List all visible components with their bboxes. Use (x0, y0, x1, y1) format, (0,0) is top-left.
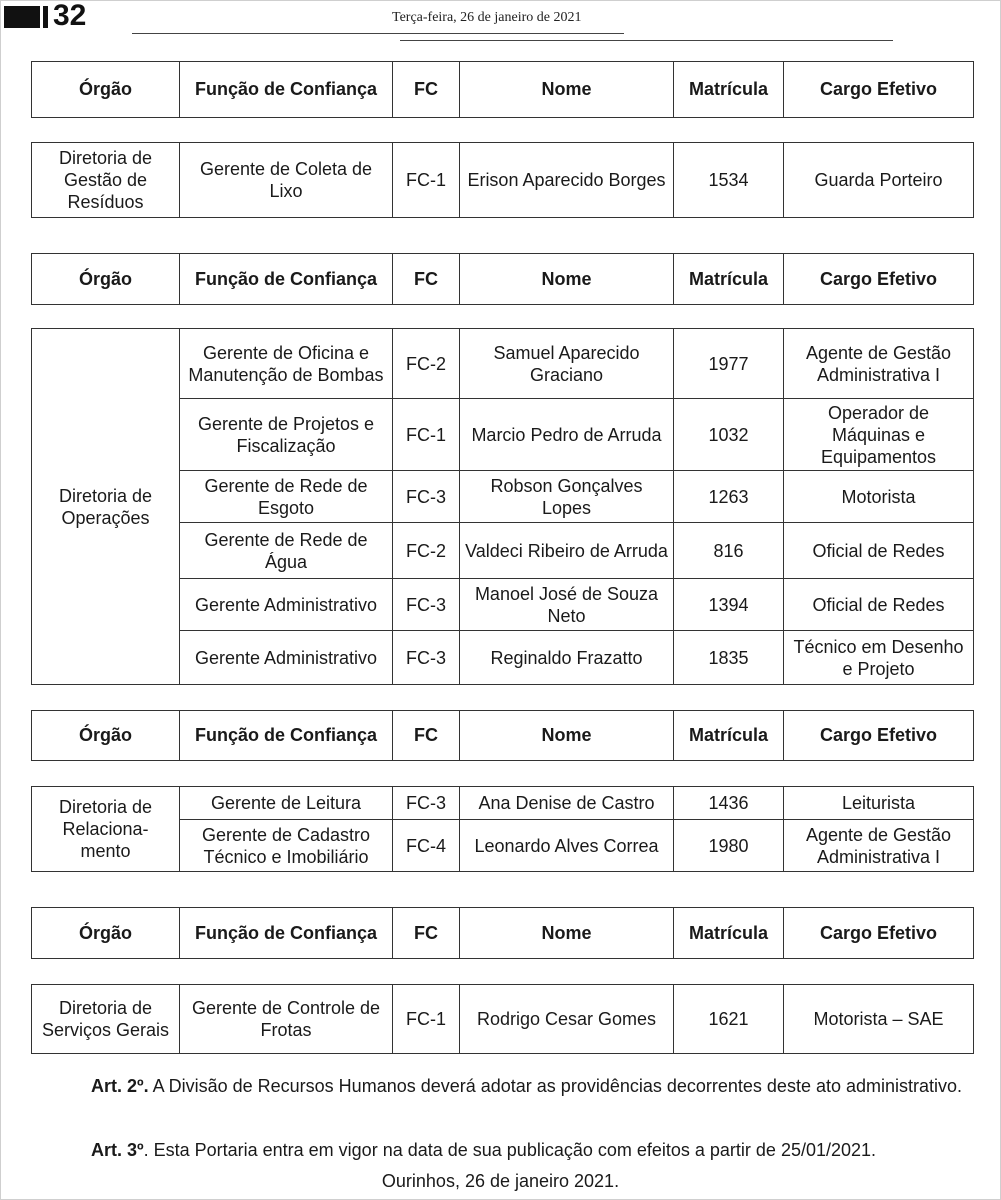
table-row (32, 329, 974, 399)
data-table-operacoes (31, 328, 974, 685)
cargo-cell: Técnico em Desenho e Projeto (784, 631, 974, 685)
col-header-matricula: Matrícula (674, 62, 784, 118)
col-header-matricula: Matrícula (674, 711, 784, 761)
cargo-cell: Agente de Gestão Administrativa I (784, 820, 974, 872)
matricula-cell: 1394 (674, 579, 784, 631)
cargo-cell: Operador de Máquinas e Equipamentos (784, 399, 974, 471)
col-header-nome: Nome (460, 711, 674, 761)
col-header-orgao: Órgão (32, 711, 180, 761)
col-header-cargo: Cargo Efetivo (784, 908, 974, 959)
orgao-cell: Diretoria de Relaciona- mento (32, 787, 180, 872)
col-header-cargo: Cargo Efetivo (784, 711, 974, 761)
fc-cell: FC-1 (393, 399, 460, 471)
fc-cell: FC-3 (393, 471, 460, 523)
fc-cell: FC-1 (393, 143, 460, 218)
col-header-fc: FC (393, 62, 460, 118)
col-header-nome: Nome (460, 62, 674, 118)
col-header-funcao: Função de Confiança (180, 711, 393, 761)
col-header-funcao: Função de Confiança (180, 62, 393, 118)
header-table-4 (31, 907, 974, 959)
nome-cell: Reginaldo Frazatto (460, 631, 674, 685)
header-rule-top (132, 33, 624, 34)
data-table-relacionamento (31, 786, 974, 872)
nome-cell: Robson Gonçalves Lopes (460, 471, 674, 523)
article-3 (31, 1140, 973, 1161)
table-row (32, 787, 974, 820)
fc-cell: FC-2 (393, 329, 460, 399)
col-header-nome: Nome (460, 254, 674, 305)
nome-cell: Ana Denise de Castro (460, 787, 674, 820)
matricula-cell: 1263 (674, 471, 784, 523)
cargo-cell: Leiturista (784, 787, 974, 820)
funcao-cell: Gerente Administrativo (180, 631, 393, 685)
funcao-cell: Gerente de Leitura (180, 787, 393, 820)
article-2-text: A Divisão de Recursos Humanos deverá adotar as providências decorrentes deste ato administrativo. (148, 1076, 963, 1096)
col-header-fc: FC (393, 908, 460, 959)
funcao-cell: Gerente de Coleta de Lixo (180, 143, 393, 218)
col-header-cargo: Cargo Efetivo (784, 254, 974, 305)
funcao-cell: Gerente de Projetos e Fiscalização (180, 399, 393, 471)
funcao-cell: Gerente de Oficina e Manutenção de Bombas (180, 329, 393, 399)
orgao-cell: Diretoria de Operações (32, 329, 180, 685)
page-number-bar (43, 6, 48, 28)
article-3-label: Art. 3º (91, 1140, 144, 1160)
matricula-cell: 1980 (674, 820, 784, 872)
matricula-cell: 1436 (674, 787, 784, 820)
matricula-cell: 1032 (674, 399, 784, 471)
data-table-servicos-gerais (31, 984, 974, 1054)
nome-cell: Leonardo Alves Correa (460, 820, 674, 872)
nome-cell: Manoel José de Souza Neto (460, 579, 674, 631)
data-table-gestao-residuos (31, 142, 974, 218)
nome-cell: Valdeci Ribeiro de Arruda (460, 523, 674, 579)
header-rule-bottom (400, 40, 893, 41)
col-header-orgao: Órgão (32, 908, 180, 959)
matricula-cell: 1835 (674, 631, 784, 685)
funcao-cell: Gerente Administrativo (180, 579, 393, 631)
funcao-cell: Gerente de Rede de Esgoto (180, 471, 393, 523)
cargo-cell: Guarda Porteiro (784, 143, 974, 218)
page-number: 32 (53, 0, 87, 32)
page-number-marker (4, 6, 40, 28)
nome-cell: Erison Aparecido Borges (460, 143, 674, 218)
header-table-3 (31, 710, 974, 761)
nome-cell: Marcio Pedro de Arruda (460, 399, 674, 471)
fc-cell: FC-3 (393, 579, 460, 631)
nome-cell: Rodrigo Cesar Gomes (460, 985, 674, 1054)
cargo-cell: Motorista – SAE (784, 985, 974, 1054)
col-header-fc: FC (393, 711, 460, 761)
col-header-cargo: Cargo Efetivo (784, 62, 974, 118)
col-header-matricula: Matrícula (674, 908, 784, 959)
cargo-cell: Motorista (784, 471, 974, 523)
fc-cell: FC-3 (393, 787, 460, 820)
table-row (32, 143, 974, 218)
matricula-cell: 1534 (674, 143, 784, 218)
fc-cell: FC-2 (393, 523, 460, 579)
fc-cell: FC-4 (393, 820, 460, 872)
funcao-cell: Gerente de Rede de Água (180, 523, 393, 579)
orgao-cell: Diretoria de Serviços Gerais (32, 985, 180, 1054)
article-2-label: Art. 2º. (91, 1076, 149, 1096)
matricula-cell: 1621 (674, 985, 784, 1054)
nome-cell: Samuel Aparecido Graciano (460, 329, 674, 399)
col-header-fc: FC (393, 254, 460, 305)
table-row (32, 985, 974, 1054)
orgao-cell: Diretoria de Gestão de Resíduos (32, 143, 180, 218)
col-header-nome: Nome (460, 908, 674, 959)
funcao-cell: Gerente de Cadastro Técnico e Imobiliário (180, 820, 393, 872)
header-table-1 (31, 61, 974, 118)
col-header-orgao: Órgão (32, 62, 180, 118)
matricula-cell: 816 (674, 523, 784, 579)
signature-line: Ourinhos, 26 de janeiro 2021. (381, 1171, 620, 1191)
cargo-cell: Oficial de Redes (784, 523, 974, 579)
col-header-funcao: Função de Confiança (180, 908, 393, 959)
header-date: Terça-feira, 26 de janeiro de 2021 (392, 10, 582, 25)
fc-cell: FC-3 (393, 631, 460, 685)
funcao-cell: Gerente de Controle de Frotas (180, 985, 393, 1054)
col-header-funcao: Função de Confiança (180, 254, 393, 305)
matricula-cell: 1977 (674, 329, 784, 399)
header-table-2 (31, 253, 974, 305)
col-header-orgao: Órgão (32, 254, 180, 305)
article-2 (31, 1076, 973, 1097)
fc-cell: FC-1 (393, 985, 460, 1054)
cargo-cell: Agente de Gestão Administrativa I (784, 329, 974, 399)
col-header-matricula: Matrícula (674, 254, 784, 305)
cargo-cell: Oficial de Redes (784, 579, 974, 631)
article-3-text: . Esta Portaria entra em vigor na data de sua publicação com efeitos a partir de 25/01/2021. (143, 1140, 877, 1160)
